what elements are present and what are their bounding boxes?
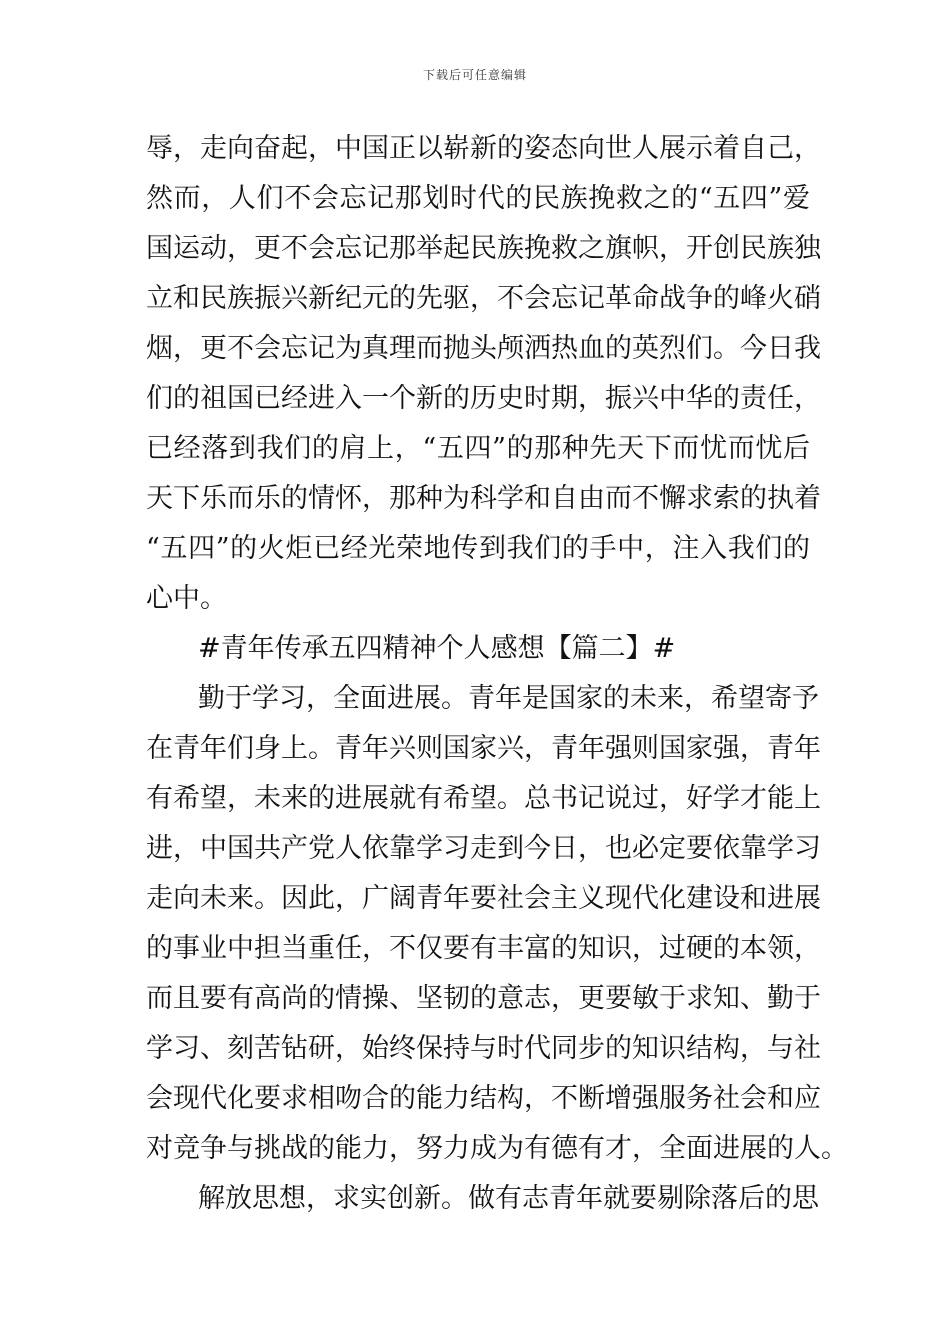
section-heading: #青年传承五四精神个人感想【篇二】# xyxy=(198,633,676,664)
text-line: 学习、刻苦钻研，始终保持与时代同步的知识结构，与社 xyxy=(146,1033,821,1064)
text-line: 有希望，未来的进展就有希望。总书记说过，好学才能上 xyxy=(146,783,821,814)
text-line: 进，中国共产党人依靠学习走到今日，也必定要依靠学习 xyxy=(146,833,821,864)
text-line: 而且要有高尚的情操、坚韧的意志，更要敏于求知、勤于 xyxy=(146,983,821,1014)
page-header-note: 下载后可任意编辑 xyxy=(422,68,527,82)
text-line: 们的祖国已经进入一个新的历史时期，振兴中华的责任， xyxy=(146,383,821,414)
text-line: 走向未来。因此，广阔青年要社会主义现代化建设和进展 xyxy=(146,883,821,914)
text-line: 然而，人们不会忘记那划时代的民族挽救之的“五四”爱 xyxy=(146,183,810,214)
text-line: 国运动，更不会忘记那举起民族挽救之旗帜，开创民族独 xyxy=(146,233,821,264)
text-line: 辱，走向奋起，中国正以崭新的姿态向世人展示着自己， xyxy=(146,133,821,164)
text-line: 立和民族振兴新纪元的先驱，不会忘记革命战争的峰火硝 xyxy=(146,283,821,314)
text-line: 对竞争与挑战的能力，努力成为有德有才，全面进展的人。 xyxy=(146,1133,848,1164)
document-body xyxy=(146,124,848,1224)
text-line: “五四”的火炬已经光荣地传到我们的手中，注入我们的 xyxy=(146,533,810,564)
text-line: 的事业中担当重任，不仅要有丰富的知识，过硬的本领， xyxy=(146,933,821,964)
text-line: 已经落到我们的肩上，“五四”的那种先天下而忧而忧后 xyxy=(146,433,810,464)
text-line: 心中。 xyxy=(146,583,227,614)
text-line: 在青年们身上。青年兴则国家兴，青年强则国家强，青年 xyxy=(146,733,821,764)
text-line: 天下乐而乐的情怀，那种为科学和自由而不懈求索的执着 xyxy=(146,483,821,514)
text-line: 烟，更不会忘记为真理而抛头颅洒热血的英烈们。今日我 xyxy=(146,333,821,364)
text-line: 勤于学习，全面进展。青年是国家的未来，希望寄予 xyxy=(198,683,819,714)
text-line: 解放思想，求实创新。做有志青年就要剔除落后的思 xyxy=(198,1183,819,1214)
text-line: 会现代化要求相吻合的能力结构，不断增强服务社会和应 xyxy=(146,1083,821,1114)
